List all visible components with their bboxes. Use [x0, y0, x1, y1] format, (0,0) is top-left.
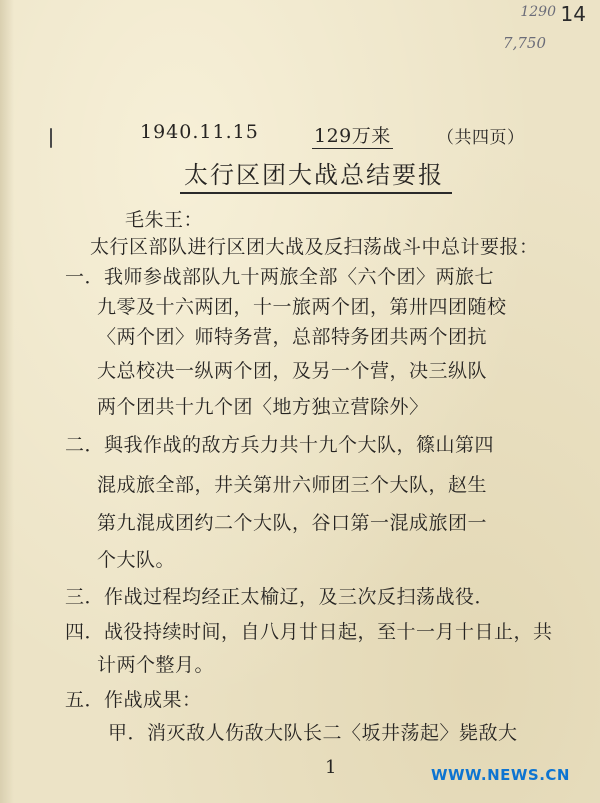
salutation: 毛朱王： [125, 209, 204, 231]
body-line: 甲．消灭敌人伤敌大队长二〈坂井荡起〉毙敌大 [108, 722, 518, 744]
source-watermark: WWW.NEWS.CN [430, 766, 570, 784]
body-line: 混成旅全部，井关第卅六师团三个大队，赵生 [97, 474, 488, 496]
body-line: 第九混成团约二个大队，谷口第一混成旅团一 [97, 512, 488, 534]
catalog-number: 7,750 [503, 34, 546, 52]
page-number-corner: 14 [560, 2, 586, 26]
body-line: 大总校决一纵两个团，及另一个营，决三纵队 [97, 360, 488, 382]
margin-mark [50, 128, 52, 148]
body-line: 太行区部队进行区团大战及反扫荡战斗中总计要报： [90, 236, 539, 258]
header-code: 129万来 [312, 121, 393, 149]
body-line: 五．作战成果： [65, 689, 202, 711]
body-line: 〈两个团〉师特务营，总部特务团共两个团抗 [97, 326, 488, 348]
paper-edge [0, 0, 14, 803]
document-title: 太行区团大战总结要报 [180, 155, 452, 194]
body-line: 两个团共十九个团〈地方独立营除外〉 [97, 396, 429, 418]
archive-number: 1290 [520, 4, 556, 20]
body-line: 计两个整月。 [97, 654, 215, 676]
header-date: 1940.11.15 [140, 121, 259, 143]
body-line: 九零及十六两团，十一旅两个团，第卅四团随校 [97, 296, 507, 318]
header-pages: （共四页） [437, 128, 525, 148]
body-line: 一．我师参战部队九十两旅全部〈六个团〉两旅七 [65, 266, 495, 288]
page-number: 1 [325, 757, 337, 778]
body-line: 四．战役持续时间，自八月廿日起，至十一月十日止，共 [65, 621, 553, 643]
body-line: 二．與我作战的敌方兵力共十九个大队，篠山第四 [65, 434, 495, 456]
body-line: 三．作战过程均经正太榆辽，及三次反扫荡战役． [65, 586, 495, 608]
body-line: 个大队。 [97, 549, 176, 571]
